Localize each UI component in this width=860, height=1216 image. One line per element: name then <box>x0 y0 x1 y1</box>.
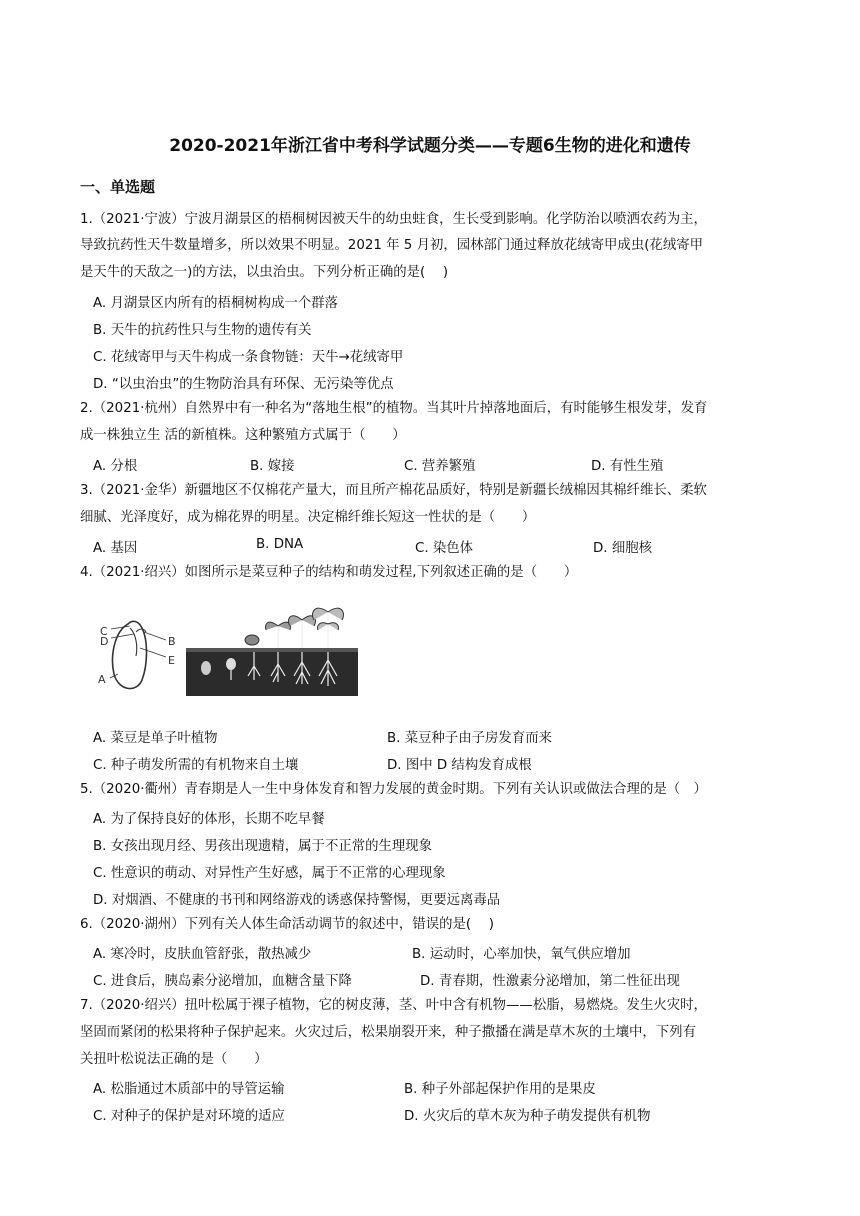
figure-label-b: B <box>168 635 176 648</box>
question-7-option-d: D. 火灾后的草木灰为种子萌发提供有机物 <box>404 1109 651 1124</box>
question-6-option-a: A. 寒冷时，皮肤血管舒张，散热减少 <box>93 947 312 962</box>
question-1-option-a: A. 月湖景区内所有的梧桐树构成一个群落 <box>93 296 339 311</box>
question-3-stem-line-2: 细腻、光泽度好，成为棉花界的明星。决定棉纤维长短这一性状的是（ ） <box>80 510 536 525</box>
question-4-option-a: A. 菜豆是单子叶植物 <box>93 731 218 746</box>
question-2-stem-line-2: 成一株独立生 活的新植株。这种繁殖方式属于（ ） <box>80 428 406 443</box>
question-4-option-b: B. 菜豆种子由子房发育而来 <box>387 731 552 746</box>
question-4-stem-line-1: 4.（2021·绍兴）如图所示是菜豆种子的结构和萌发过程,下列叙述正确的是（ ） <box>80 565 578 580</box>
question-3-option-c: C. 染色体 <box>415 541 474 556</box>
question-4-option-c: C. 种子萌发所需的有机物来自土壤 <box>93 758 299 773</box>
question-6-stem-line-1: 6.（2020·湖州）下列有关人体生命活动调节的叙述中，错误的是( ) <box>80 917 494 932</box>
question-2-option-b: B. 嫁接 <box>250 459 295 474</box>
question-5-option-a: A. 为了保持良好的体形，长期不吃早餐 <box>93 812 325 827</box>
question-7-option-a: A. 松脂通过木质部中的导管运输 <box>93 1082 285 1097</box>
question-6-option-b: B. 运动时，心率加快，氧气供应增加 <box>412 947 631 962</box>
question-3-option-d: D. 细胞核 <box>593 541 652 556</box>
question-7-option-b: B. 种子外部起保护作用的是果皮 <box>404 1082 596 1097</box>
question-1-stem-line-2: 导致抗药性天牛数量增多，所以效果不明显。2021 年 5 月初，园林部门通过释放花绒寄甲成虫(花绒寄甲 <box>80 238 703 253</box>
question-5-option-c: C. 性意识的萌动、对异性产生好感，属于不正常的心理现象 <box>93 866 446 881</box>
question-1-option-b: B. 天牛的抗药性只与生物的遗传有关 <box>93 323 312 338</box>
question-4-option-d: D. 图中 D 结构发育成根 <box>387 758 532 773</box>
seed-structure-diagram <box>98 621 176 688</box>
question-3-stem-line-1: 3.（2021·金华）新疆地区不仅棉花产量大，而且所产棉花品质好，特别是新疆长绒棉因其棉纤维长、柔软 <box>80 483 707 498</box>
question-7-stem-line-3: 关扭叶松说法正确的是（ ） <box>80 1052 268 1067</box>
question-7-stem-line-1: 7.（2020·绍兴）扭叶松属于裸子植物，它的树皮薄，茎、叶中含有机物——松脂，易燃烧。发生火灾时， <box>80 998 707 1013</box>
section-heading: 一、单选题 <box>80 178 156 196</box>
question-5-option-b: B. 女孩出现月经、男孩出现遗精，属于不正常的生理现象 <box>93 839 433 854</box>
question-2-option-d: D. 有性生殖 <box>591 459 664 474</box>
question-1-stem-line-1: 1.（2021·宁波）宁波月湖景区的梧桐树因被天牛的幼虫蛀食，生长受到影响。化学防治以喷洒农药为主， <box>80 212 707 227</box>
figure-label-a: A <box>98 673 106 686</box>
question-1-option-c: C. 花绒寄甲与天牛构成一条食物链：天牛→花绒寄甲 <box>93 350 404 365</box>
question-1-stem-line-3: 是天牛的天敌之一)的方法，以虫治虫。下列分析正确的是( ) <box>80 265 449 280</box>
question-5-stem-line-1: 5.（2020·衢州）青春期是人一生中身体发育和智力发展的黄金时期。下列有关认识或做法合理的是（ ） <box>80 782 707 797</box>
question-7-option-c: C. 对种子的保护是对环境的适应 <box>93 1109 285 1124</box>
figure-label-c: C <box>100 625 108 638</box>
figure-label-d: D <box>100 635 109 648</box>
question-3-option-a: A. 基因 <box>93 541 138 556</box>
page-title: 2020-2021年浙江省中考科学试题分类——专题6生物的进化和遗传 <box>169 136 691 156</box>
question-3-option-b: B. DNA <box>256 537 304 552</box>
figure-label-e: E <box>168 654 175 667</box>
question-2-stem-line-1: 2.（2021·杭州）自然界中有一种名为“落地生根”的植物。当其叶片掉落地面后，有时能够生根发芽，发育 <box>80 401 708 416</box>
question-2-option-a: A. 分根 <box>93 459 138 474</box>
seed-germination-figure <box>96 602 360 702</box>
question-6-option-c: C. 进食后，胰岛素分泌增加，血糖含量下降 <box>93 974 352 989</box>
question-5-option-d: D. 对烟酒、不健康的书刊和网络游戏的诱惑保持警惕，更要远离毒品 <box>93 893 501 908</box>
germination-sequence-diagram <box>186 608 358 696</box>
question-7-stem-line-2: 坚固而紧闭的松果将种子保护起来。火灾过后，松果崩裂开来，种子撒播在满是草木灰的土壤中，下列有 <box>80 1025 696 1040</box>
question-6-option-d: D. 青春期，性激素分泌增加，第二性征出现 <box>420 974 680 989</box>
question-2-option-c: C. 营养繁殖 <box>404 459 476 474</box>
question-1-option-d: D. “以虫治虫”的生物防治具有环保、无污染等优点 <box>93 377 394 392</box>
